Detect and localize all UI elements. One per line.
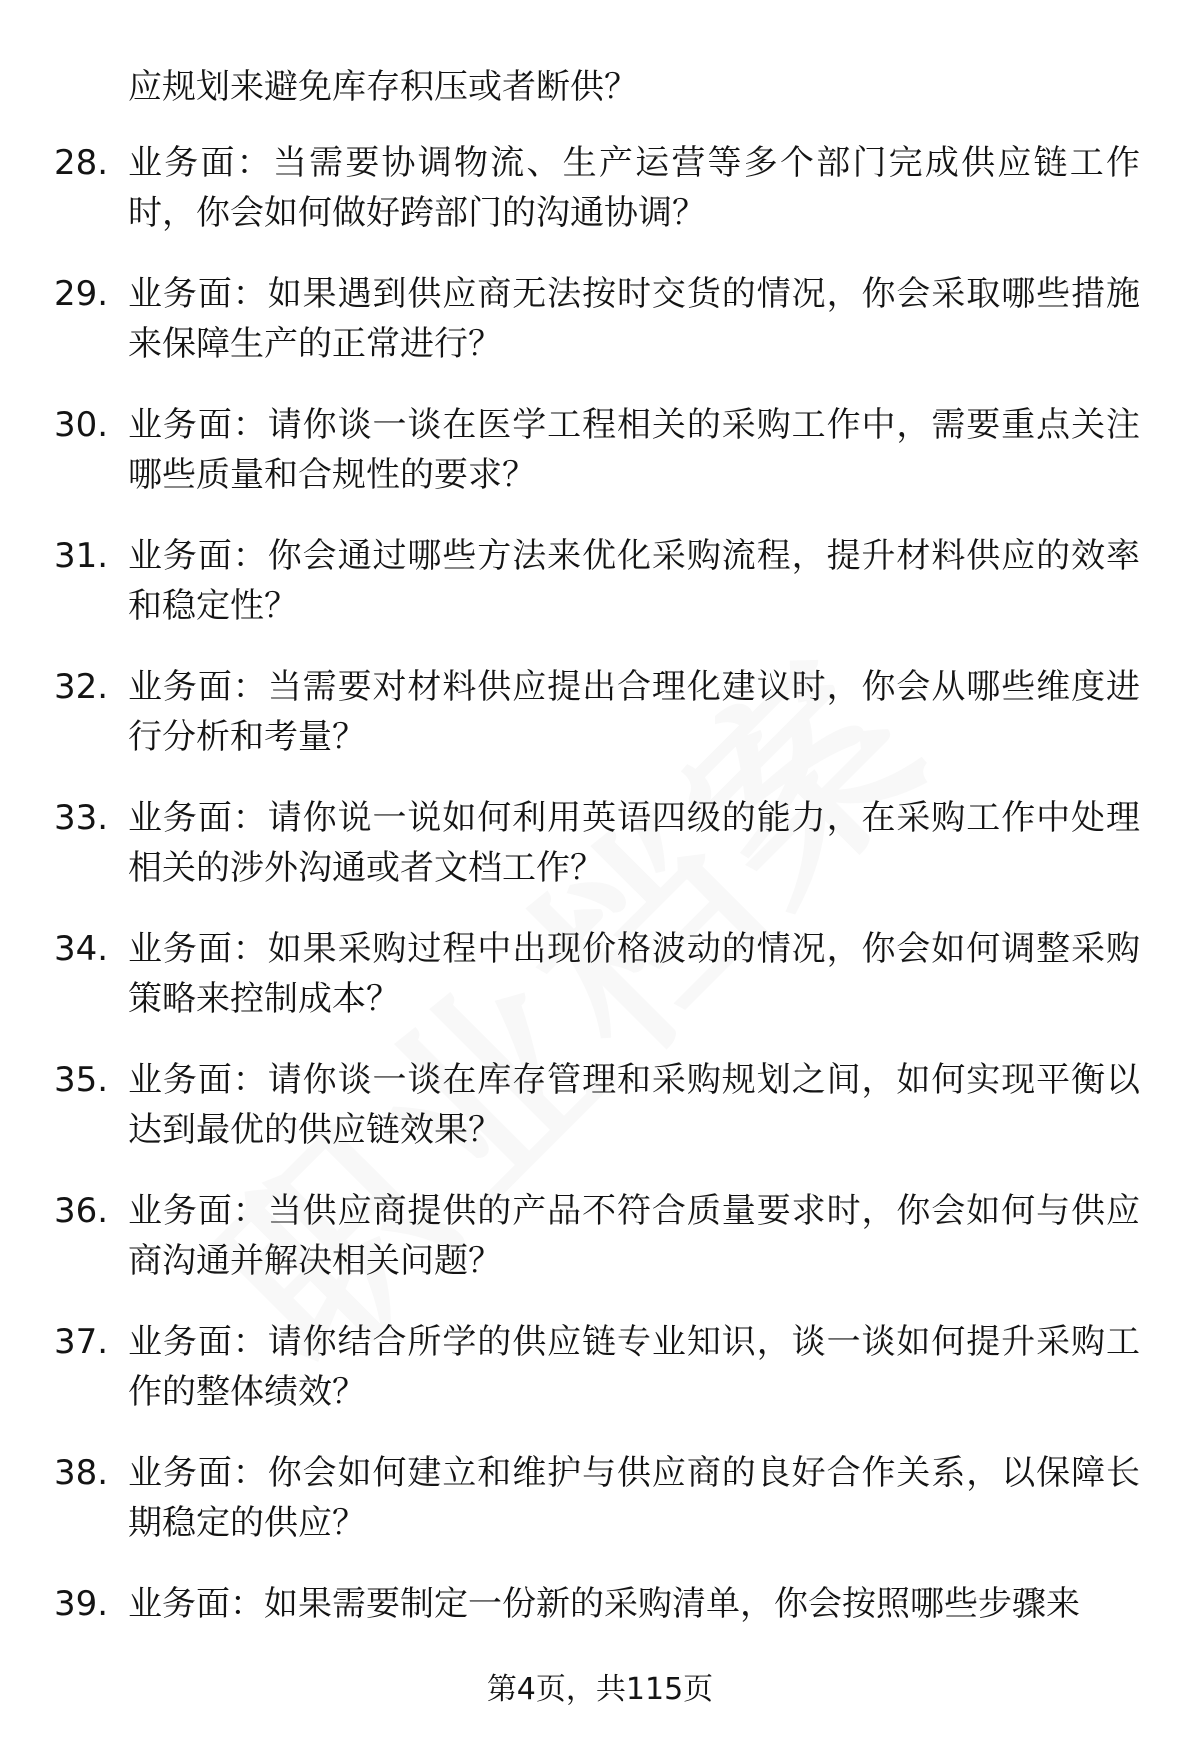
question-text: 业务面：如果遇到供应商无法按时交货的情况，你会采取哪些措施来保障生产的正常进行？ <box>128 274 1140 364</box>
question-number: 32. <box>54 667 109 707</box>
question-text: 业务面：请你谈一谈在库存管理和采购规划之间，如何实现平衡以达到最优的供应链效果？ <box>128 1060 1140 1150</box>
question-number: 31. <box>54 536 109 576</box>
question-item <box>0 793 1200 893</box>
question-number: 37. <box>54 1322 109 1362</box>
question-text: 业务面：如果采购过程中出现价格波动的情况，你会如何调整采购策略来控制成本？ <box>128 929 1140 1019</box>
page-number-footer: 第4页，共115页 <box>486 1672 714 1707</box>
question-number: 28. <box>54 143 109 183</box>
question-number: 39. <box>54 1584 109 1624</box>
question-text: 业务面：如果需要制定一份新的采购清单，你会按照哪些步骤来 <box>128 1584 1080 1624</box>
question-number: 30. <box>54 405 109 445</box>
question-item <box>0 1186 1200 1286</box>
question-item <box>0 924 1200 1024</box>
question-item <box>0 531 1200 631</box>
question-text: 业务面：当需要协调物流、生产运营等多个部门完成供应链工作时，你会如何做好跨部门的沟通协调？ <box>128 143 1140 233</box>
question-number: 33. <box>54 798 109 838</box>
question-text: 业务面：请你结合所学的供应链专业知识，谈一谈如何提升采购工作的整体绩效？ <box>128 1322 1140 1412</box>
question-text: 业务面：当供应商提供的产品不符合质量要求时，你会如何与供应商沟通并解决相关问题？ <box>128 1191 1140 1281</box>
question-item <box>0 1579 1200 1679</box>
question-text: 业务面：请你谈一谈在医学工程相关的采购工作中，需要重点关注哪些质量和合规性的要求？ <box>128 405 1140 495</box>
question-number: 36. <box>54 1191 109 1231</box>
question-item <box>0 400 1200 500</box>
question-item <box>0 1317 1200 1417</box>
question-number: 35. <box>54 1060 109 1100</box>
question-number: 34. <box>54 929 109 969</box>
question-item <box>0 269 1200 369</box>
question-number: 29. <box>54 274 109 314</box>
question-text: 业务面：你会如何建立和维护与供应商的良好合作关系，以保障长期稳定的供应？ <box>128 1453 1140 1543</box>
question-item <box>0 1448 1200 1548</box>
question-item <box>0 1055 1200 1155</box>
question-item <box>0 662 1200 762</box>
continued-question-text: 应规划来避免库存积压或者断供？ <box>128 67 638 107</box>
question-number: 38. <box>54 1453 109 1493</box>
question-list <box>0 138 1200 1710</box>
question-text: 业务面：你会通过哪些方法来优化采购流程，提升材料供应的效率和稳定性？ <box>128 536 1140 626</box>
question-text: 业务面：当需要对材料供应提出合理化建议时，你会从哪些维度进行分析和考量？ <box>128 667 1140 757</box>
question-item <box>0 138 1200 238</box>
question-text: 业务面：请你说一说如何利用英语四级的能力，在采购工作中处理相关的涉外沟通或者文档工作？ <box>128 798 1140 888</box>
